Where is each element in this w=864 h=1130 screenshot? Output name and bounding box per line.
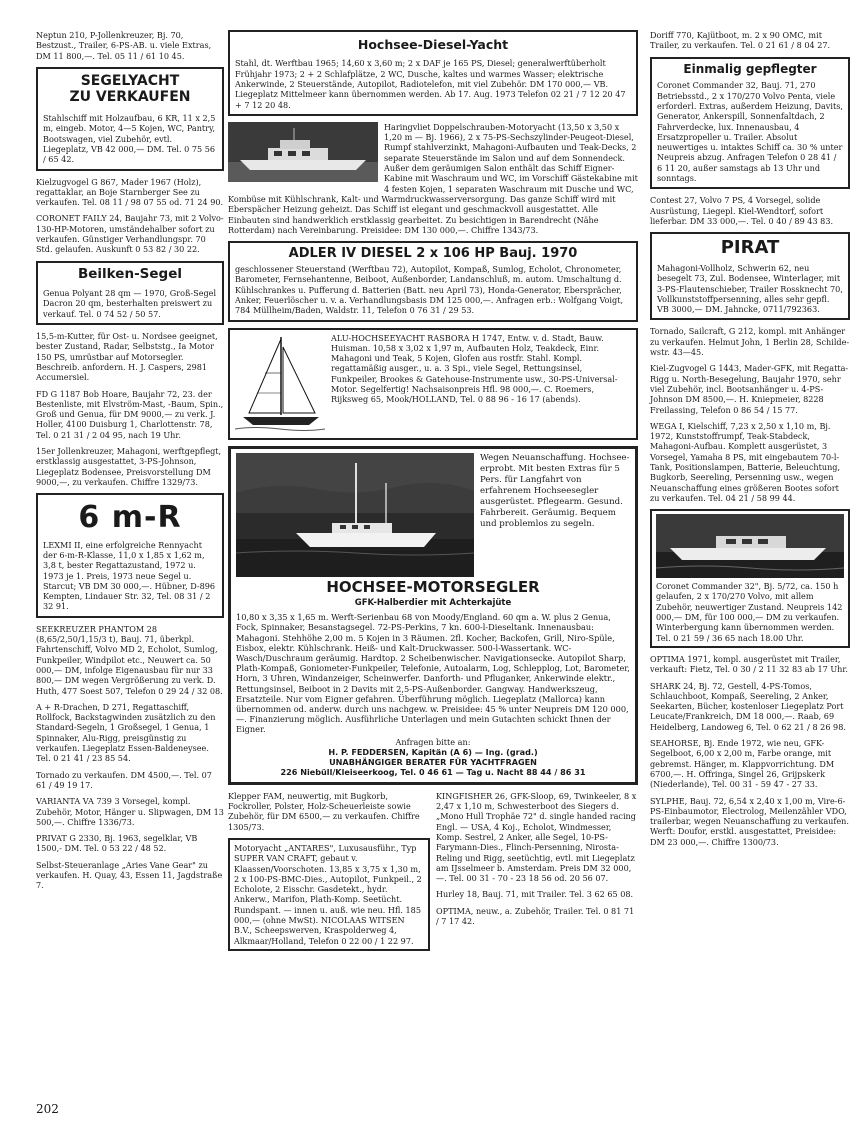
classified-ad-seekreuzer: SEEKREUZER PHANTOM 28 (8,65/2,50/1,15/3 t), Bauj. 71, überkpl. Fahrtenschiff, Volvo MD 2, Echolot, Sumlog, Funkpeiler, Windpilot etc., Neuwert ca. 50 000,— DM, infolge Eigenausbau für nur 33 800,— DM wegen Vergrößerung zu verk. D. Huth, 477 Soest 507, Telefon 0 29 24 / 32 08. <box>36 623 223 696</box>
classified-ad-selbst: Selbst-Steueranlage „Aries Vane Gear" zu verkaufen. H. Quay, 43, Essen 11, Jagdstraße 7. <box>36 859 223 891</box>
classified-ad-coronet: CORONET FAILY 24, Baujahr 73, mit 2 Volvo-130-HP-Motoren, umständehalber sofort zu verkaufen. Günstiger Verhandlungspr. 70 Std. gelaufen. Auskunft 0 53 82 / 30 22. <box>36 213 224 255</box>
classified-ad-doriff: Doriff 770, Kajütboot, m. 2 x 90 OMC, mit Trailer, zu verkaufen. Tel. 0 21 61 / 8 04 27. <box>650 30 831 51</box>
coronet-illustration <box>656 514 844 578</box>
middle-bottom-left <box>228 791 430 957</box>
sailboat-drawing <box>235 333 325 433</box>
ad-diesel-body: Stahl, dt. Werftbau 1965; 14,60 x 3,60 m; 2 x DAF je 165 PS, Diesel; generalwerftüberholt Frühjahr 1973; 2 + 2 Schlafplätze, 2 WC, Dusche, kaltes und warmes Wasser; elektrische Ankerwinde, 2 Steuerstände, Autopilot, Radiotelefon, mit viel Zubehör. DM 170 000,— VB. Liegeplatz Mittelmeer kann übernommen werden. Ab 17. Aug. 1973 Telefon 02 21 / 7 12 20 47 + 7 12 20 48. <box>235 58 626 110</box>
ad-6mr-body: LEXMI II, eine erfolgreiche Rennyacht der 6-m-R-Klasse, 11,0 x 1,85 x 1,62 m, 3,8 t, bester Regattazustand, 1972 u. 1973 je 1. Preis, 1973 neue Segel u. Starcut; VB DM 30 000,—. Hübner, D-896 Kempten, Lindauer Str. 32, Tel. 08 31 / 2 32 91. <box>43 539 216 612</box>
middle-bottom-columns <box>228 791 638 957</box>
ad-6mr <box>36 493 224 618</box>
classified-ad-15er: 15er Jollenkreuzer, Mahagoni, werftgepflegt, erstklassig ausgestattet, 3-PS-Johnson, Liegeplatz Bodensee, Preisvorstellung DM 9000,—, zu verkaufen. Chiffre 1329/73. <box>36 446 222 487</box>
ad-diesel-title: Hochsee-Diesel-Yacht <box>357 37 509 52</box>
classified-ad-wega: WEGA I, Kielschiff, 7,23 x 2,50 x 1,10 m, Bj. 1972, Kunststoffrumpf, Teak-Stabdeck, Mahagoni-Aufbau. Komplett ausgerüstet, 3 Vorsegel, Yamaha 8 PS, mit eingebautem 70-l-Tank, Positionslampen, Batterie, Beleuchtung, Bugkorb, Seereling, Persenning usw., wegen Neuanschaffung eines größeren Bootes sofort zu verkaufen. Tel. 04 21 / 58 99 44. <box>650 420 841 503</box>
motorsegler-top <box>236 453 630 577</box>
motorsegler-illustration <box>236 453 474 577</box>
column-middle <box>228 30 638 957</box>
column-right <box>650 30 850 853</box>
ad-einmalig-title: Einmalig gepflegter <box>683 61 817 76</box>
classified-ad-varianta: VARIANTA VA 739 3 Vorsegel, kompl. Zubehör, Motor, Hänger u. Slipwagen, DM 13 500,—. Chiffre 1336/73. <box>36 796 224 827</box>
ad-pirat <box>650 232 850 320</box>
coronet-commander-text: Coronet Commander 32", Bj. 5/72, ca. 150 h gelaufen, 2 x 170/270 Volvo, mit allem Zubehör, neuwertiger Zustand. Neupreis 142 000,— DM, für 100 000,— DM zu verkaufen. Winterbergung kann übernommen werden. Tel. 0 21 59 / 36 65 nach 18.00 Uhr. <box>656 581 843 643</box>
ad-beilken-title: Beilken-Segel <box>77 265 182 282</box>
motorsegler-title: HOCHSEE-MOTORSEGLER <box>326 577 540 596</box>
classified-ad-privat: PRIVAT G 2330, Bj. 1963, segelklar, VB 1500,- DM. Tel. 0 53 22 / 48 52. <box>36 833 198 854</box>
classified-ad-contest: Contest 27, Volvo 7 PS, 4 Vorsegel, solide Ausrüstung, Liegepl. Kiel-Wendtorf, sofort lieferbar. DM 33 000,—. Tel. 0 40 / 89 43 83. <box>650 195 834 226</box>
ad-diesel-yacht <box>228 30 638 116</box>
classified-ad-kutter: 15,5-m-Kutter, für Ost- u. Nordsee geeignet, bester Zustand, Radar, Selbststg., Ia Motor 150 PS, umrüstbar auf Motorsegler. Beschreib. anfordern. H. J. Caspers, 2981 Accumersiel. <box>36 331 218 383</box>
coronet-photo <box>656 514 844 578</box>
ad-segelyacht-body: Stahlschiff mit Holzaufbau, 6 KR, 11 x 2,5 m, eingeb. Motor, 4—5 Kojen, WC, Pantry, Bootswagen, viel Zubehör, evtl. Liegeplatz, VB 42 000,— DM. Tel. 0 75 56 / 65 42. <box>43 113 216 165</box>
classified-ad-kielzugvogel-gfk: Kiel-Zugvogel G 1443, Mader-GFK, mit Regatta-Rigg u. North-Besegelung, Baujahr 1970, sehr viel Zubehör, incl. Bootsanhänger u. 4-PS-Johnson DM 8500,—. H. Kniepmeier, 8228 Freilassing, Telefon 0 86 54 / 15 77. <box>650 363 849 415</box>
motorsegler-side-text: Wegen Neuanschaffung. Hochsee-erprobt. Mit besten Extras für 5 Pers. für Langfahrt von erfahrenem Hochseesegler ausgerüstet. Pflegearm. Gesund. Fahrbereit. Geräumig. Bequem und problemlos zu segeln. <box>480 452 630 529</box>
haringvliet-text: Haringvliet Doppelschrauben-Motoryacht (13,50 x 3,50 x 1,20 m — Bj. 1966), 2 x 75-PS-Sechszylinder-Peugeot-Diesel, Rumpf stahlverzinkt, Mahagoni-Aufbauten und Teak-Decks, 2 separate Steuerstände im Salon und auf dem Sonnendeck. Außer dem geräumigen Salon enthält das Schiff Eigner-Kabine mit Waschraum und WC, im Vorschiff Gästekabine mit 4 festen Kojen, 1 separaten Waschraum mit Dusche und WC, Kombüse mit Kühlschrank, Kalt- und Warmdruckwasserversorgung. Das ganze Schiff wird mit Eberspächer Heizung geheizt. Das Schiff ist elegant und geschmackvoll ausgestattet. Alle Einbauten sind handwerklich erstklassig gearbeitet. Zu besichtigen in Barendrecht (Nähe Rotterdam) nach Vereinbarung. Preisidee: DM 130 000,—. Chiffre 1343/73. <box>228 121 638 235</box>
page-number: 202 <box>36 1102 59 1116</box>
ad-pirat-title: PIRAT <box>720 237 780 259</box>
ad-coronet-commander <box>650 509 850 648</box>
ad-adler-title: ADLER IV DIESEL 2 x 106 HP Bauj. 1970 <box>288 246 578 262</box>
ad-adler-body: geschlossener Steuerstand (Werftbau 72), Autopilot, Kompaß, Sumlog, Echolot, Chronometer, Barometer, Fernsehantenne, Beiboot, Außenborder, Landanschluß, m. autom. Umschaltung d. Kühlschrankes u. Pufferung d. Batterien (Batt. neu April 73), Honda-Generator, Ebersprächer, Anker, Feuerlöscher u. v. a. Verhandlungsbasis DM 125 000,—. Anfragen erb.: Wolfgang Voigt, 784 Müllheim/Baden, Waldstr. 11, Telefon 0 76 31 / 29 53. <box>235 264 624 316</box>
classified-ad-tornado-sailcraft: Tornado, Sailcraft, G 212, kompl. mit Anhänger zu verkaufen. Helmut John, 1 Berlin 28, Schilde-wstr. 43—45. <box>650 326 850 358</box>
classified-ad-shark: SHARK 24, Bj. 72, Gestell, 4-PS-Tomos, Schlauchboot, Kompaß, Seereling, 2 Anker, Seekarten, Bücher, kostenloser Liegeplatz Port Leucate/Frankreich, DM 18 000,—. Raab, 69 Heidelberg, Landoweg 6, Tel. 0 62 21 / 8 26 98. <box>650 680 846 732</box>
ad-antares: Motoryacht „ANTARES", Luxusausführ., Typ SUPER VAN CRAFT, gebaut v. Klaassen/Voorschoten. 13,85 x 3,75 x 1,30 m, 2 x 100-PS-BMC-Dies., Autopilot, Funkpeil., 2 Echolote, 2 Eisschr. Gasdetekt., hydr. Ankerw., Marifon, Plath-Komp. Seetücht. Rundspant. — innen u. auß. wie neu. Hfl. 185 000,— (ohne MwSt). NICOLAAS WITSEN B.V., Scheepswerven, Kraspolderweg 4, Alkmaar/Holland, Telefon 0 22 00 / 1 22 97. <box>228 838 430 951</box>
classified-ad-sylphe: SYLPHE, Bauj. 72, 6,54 x 2,40 x 1,00 m, Vire-6-PS-Einbaumotor, Electrolog, Meilenzähler VDO, trailerbar, wegen Neuanschaffung zu verkaufen. Werft: Doufor, erstkl. ausgestattet, Preisidee: DM 23 000,—. Chiffre 1300/73. <box>650 795 849 847</box>
ad-segelyacht-title: SEGELYACHT ZU VERKAUFEN <box>69 72 191 105</box>
motorsegler-body: 10,80 x 3,35 x 1,65 m. Werft-Serienbau 68 von Moody/England. 60 qm a. W. plus 2 Genua, Fock, Spinnaker, Besanstagsegel. 72-PS-Perkins, 7 kn. 600-l-Dieseltank. Innenausbau: Mahagoni. Stehhöhe 2,00 m. 5 Kojen in 3 Räumen. 2fl. Kocher, Backofen, Grill, Niro-Spüle, Eisbox, elektr. Kühlschrank. Heiß- und Kalt-Druckwasser. 500-l-Wassertank. WC-Wasch/Duschraum geräumig. Hardtop. 2 Scheibenwischer. Navigationsecke. Autopilot Sharp, Plath-Kompaß, Goniometer-Funkpeiler, Telefonie, Autoalarm, Log, Schlepplog, Lot, Barometer, Horn, 3 Uhren, Windanzeiger, Scheinwerfer. Danforth- und Pfluganker, Ankerwinde elektr., Rettungsinsel, Beiboot in 2 Davits mit 2,5-PS-Außenborder. Gangway. Handwerkszeug, Ersatzteile. Nur vom Eigner gefahren. Überführung möglich. Liegeplatz (Mallorca) kann übernommen od. anderw. durch uns nachgew. w. Preisidee: 45 % unter Neupreis DM 120 000,—. Finanzierung möglich. Ausführliche Unterlagen und mein Gutachten schickt Ihnen der Eigner. <box>236 612 630 735</box>
motorsegler-contact-name: H. P. FEDDERSEN, Kapitän (A 6) — Ing. (grad.) <box>328 746 538 757</box>
classified-ad-haringvliet <box>228 122 638 235</box>
middle-bottom-right <box>436 791 638 957</box>
ad-pirat-body: Mahagoni-Vollholz, Schwerin 62, neu besegelt 73, Zul. Bodensee, Winterlager, mit 3-PS-Flautenschieber, Trailer Rossknecht 70, Vollkunststoffpersenning, alles sehr gepfl. VB 3000,— DM. Jahncke, 0711/792363. <box>657 262 843 315</box>
ad-beilken <box>36 261 224 325</box>
ad-beilken-body: Genua Polyant 28 qm — 1970, Groß-Segel Dacron 20 qm, besterhalten preiswert zu verkauf. Tel. 0 74 52 / 50 57. <box>43 288 217 319</box>
classified-ad-seahorse: SEAHORSE, Bj. Ende 1972, wie neu, GFK-Segelboot, 6,00 x 2,00 m, Farbe orange, mit gebremst. Hänger, m. Klappvorrichtung. DM 6700,—. H. Offringa, Singel 26, Grijpskerk (Niederlande), Tel. 00 31 - 59 47 - 27 33. <box>650 738 835 790</box>
motorsegler-contact-address: 226 Niebüll/Kleiseerkoog, Tel. 0 46 61 — Tag u. Nacht 88 44 / 86 31 <box>280 767 586 778</box>
classified-ad-fd: FD G 1187 Bob Hoare, Baujahr 72, 23. der Bestenliste, mit Elvström-Mast, -Baum, Spin., Groß und Genua, für DM 9000,— zu verk. J. Holler, 4100 Duisburg 1, Charlottenstr. 78, Tel. 0 21 31 / 2 04 95, nach 19 Uhr. <box>36 388 224 440</box>
ad-rasbora <box>228 328 638 440</box>
classified-ad-kingfisher: KINGFISHER 26, GFK-Sloop, 69, Twinkeeler, 8 x 2,47 x 1,10 m, Schwesterboot des Siegers d. „Mono Hull Trophäe 72" d. single handed racing Engl. — USA, 4 Koj., Echolot, Windmesser, Komp. Sestrel, 2 Anker, alle Segel, 10-PS-Farymann-Dies., Flinch-Persenning, Nirosta-Reling und Rigg, seetüchtig, evtl. mit Liegeplatz am IJsselmeer b. Amsterdam. Preis DM 32 000,—. Tel. 00 31 - 70 - 23 18 56 od. 20 56 07. <box>436 790 637 884</box>
rasbora-text: ALU-HOCHSEEYACHT RASBORA H 1747, Entw. v. d. Stadt, Bauw. Huisman. 10,58 x 3,02 x 1,97 m, Aufbauten Holz, Teakdeck, Einr. Mahagoni und Teak, 5 Kojen, Glofen aus rostfr. Stahl. Kompl. regattamäßig ausger., u. a. 3 Spi., viele Segel, Rettungsinsel, Funkpeiler, Brookes & Gatehouse-Instrumente usw., 30-PS-Universal-Motor. Segelfertig! Nachsaisonpreis Hfl. 98 000,—. C. Roemers, Rijksweg 65, Mook/HOLLAND, Tel. 0 88 96 - 16 17 (abends). <box>331 332 618 405</box>
classified-ad-kielzugvogel: Kielzugvogel G 867, Mader 1967 (Holz), regattaklar, an Boje Starnberger See zu verkaufen. Tel. 08 11 / 98 07 55 od. 71 24 90. <box>36 176 224 208</box>
ad-6mr-title: 6 m-R <box>78 500 182 536</box>
motorsegler-contact-role: UNABHÄNGIGER BERATER FÜR YACHTFRAGEN <box>329 757 537 768</box>
sailboat-icon <box>235 333 325 433</box>
classified-ad-hurley: Hurley 18, Bauj. 71, mit Trailer. Tel. 3 62 65 08. <box>436 889 634 900</box>
ad-einmalig-body: Coronet Commander 32, Bauj. 71, 270 Betriebsstd., 2 x 170/270 Volvo Penta, viele erforderl. Extras, außerdem Heizung, Davits, Generator, Ankerspill, Sonnenfaltdach, 2 Fahrverdecke, lux. Innenausbau, 4 Ersatzpropeller u. Trailer. Absolut neuwertiges u. intaktes Schiff ca. 30 % unter Neupreis abzug. Anfragen Telefon 0 28 41 / 6 11 20, außer samstags ab 13 Uhr und sonntags. <box>657 80 843 184</box>
column-left <box>36 30 224 897</box>
classified-ad-drachen: A + R-Drachen, D 271, Regattaschiff, Rollfock, Backstagwinden zusätzlich zu den Standard-Segeln, 1 Großsegel, 1 Genua, 1 Spinnaker, Alu-Rigg, preisgünstig zu verkaufen. Liegeplatz Essen-Baldeneysee. Tel. 0 21 41 / 23 85 54. <box>36 701 216 764</box>
classified-ad-optima-neu: OPTIMA, neuw., a. Zubehör, Trailer. Tel. 0 81 71 / 7 17 42. <box>436 905 635 926</box>
ad-segelyacht <box>36 67 224 171</box>
classified-ad-klepper: Klepper FAM, neuwertig, mit Bugkorb, Fockroller, Polster, Holz-Scheuerleiste sowie Zubehör, für DM 6500,— zu verkaufen. Chiffre 1305/73. <box>228 790 420 832</box>
classified-ad-neptun: Neptun 210, P-Jollenkreuzer, Bj. 70, Bestzust., Trailer, 6-PS-AB. u. viele Extras, DM 11 800,—. Tel. 05 11 / 61 10 45. <box>36 30 212 61</box>
motorsegler-subtitle: GFK-Halberdier mit Achterkajüte <box>354 597 512 608</box>
ad-einmalig <box>650 57 850 190</box>
classified-ad-tornado: Tornado zu verkaufen. DM 4500,—. Tel. 07 61 / 49 19 17. <box>36 769 212 790</box>
ad-adler <box>228 241 638 321</box>
motorsegler-photo <box>236 453 474 577</box>
classified-ad-optima-1971: OPTIMA 1971, kompl. ausgerüstet mit Trailer, verkauft: Fietz, Tel. 0 30 / 2 11 32 83 ab 17 Uhr. <box>650 653 848 675</box>
motor-yacht-illustration <box>228 122 378 182</box>
motor-yacht-photo <box>228 122 378 182</box>
motorsegler-contact-intro: Anfragen bitte an: <box>395 736 471 747</box>
ad-hochsee-motorsegler <box>228 446 638 785</box>
